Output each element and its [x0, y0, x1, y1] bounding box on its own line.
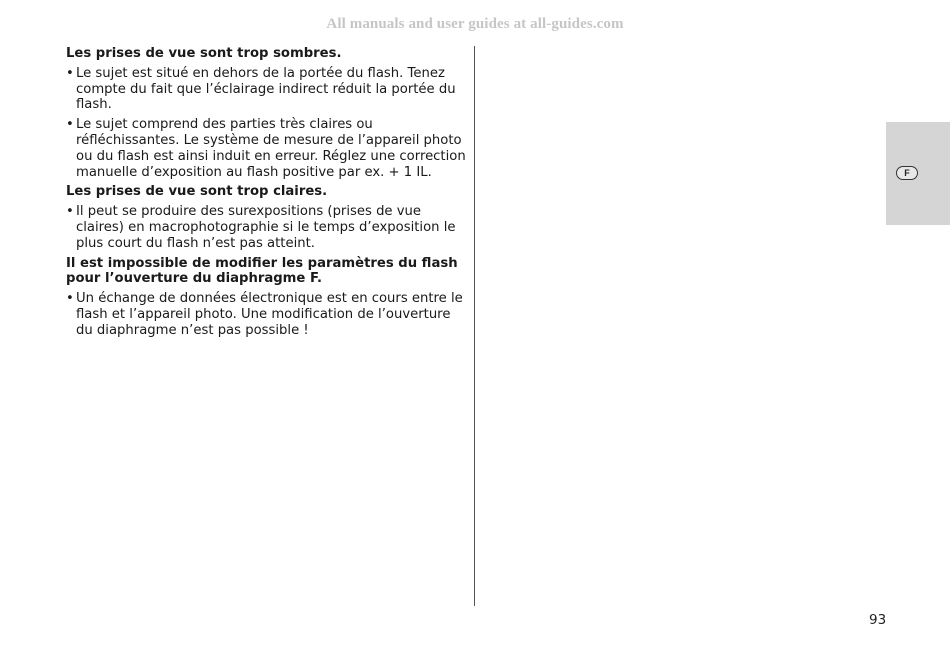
bullet-dot: •: [66, 117, 74, 133]
watermark-text: All manuals and user guides at all-guides.com: [326, 16, 624, 32]
bullet-dot: •: [66, 291, 74, 307]
bullet-item: [66, 117, 466, 180]
bullet-item: [66, 66, 466, 113]
section-too-bright: [66, 184, 466, 251]
section-heading: Les prises de vue sont trop sombres.: [66, 46, 342, 61]
language-badge: F: [896, 166, 918, 180]
bullet-text: Le sujet est situé en dehors de la portée du flash. Tenez compte du fait que l’éclairage indirect réduit la portée du flash.: [76, 65, 456, 113]
bullet-item: [66, 291, 466, 338]
bullet-dot: •: [66, 204, 74, 220]
page-number: 93: [869, 612, 887, 628]
troubleshooting-column: [66, 46, 466, 343]
bullet-item: [66, 204, 466, 251]
section-heading: Les prises de vue sont trop claires.: [66, 184, 328, 200]
bullet-text: Il peut se produire des surexpositions (prises de vue claires) en macrophotographie si le temps d’exposition le plus court du flash n’est pas atteint.: [76, 204, 456, 251]
bullet-dot: •: [66, 65, 74, 81]
bullet-text: Le sujet comprend des parties très claires ou réfléchissantes. Le système de mesure de l’appareil photo ou du flash est ainsi induit en erreur. Réglez une correction manuelle d’exposition au flash positive par ex. + 1 IL.: [76, 117, 466, 180]
section-too-dark: [66, 46, 466, 180]
section-aperture: [66, 256, 466, 339]
section-heading: Il est impossible de modifier les paramètres du flash pour l’ouverture du diaphragme F.: [66, 255, 458, 287]
bullet-text: Un échange de données électronique est en cours entre le flash et l’appareil photo. Une modification de l’ouverture du diaphragme n’est pas possible !: [76, 291, 463, 338]
language-tab: [886, 122, 950, 225]
column-divider: [474, 46, 475, 606]
